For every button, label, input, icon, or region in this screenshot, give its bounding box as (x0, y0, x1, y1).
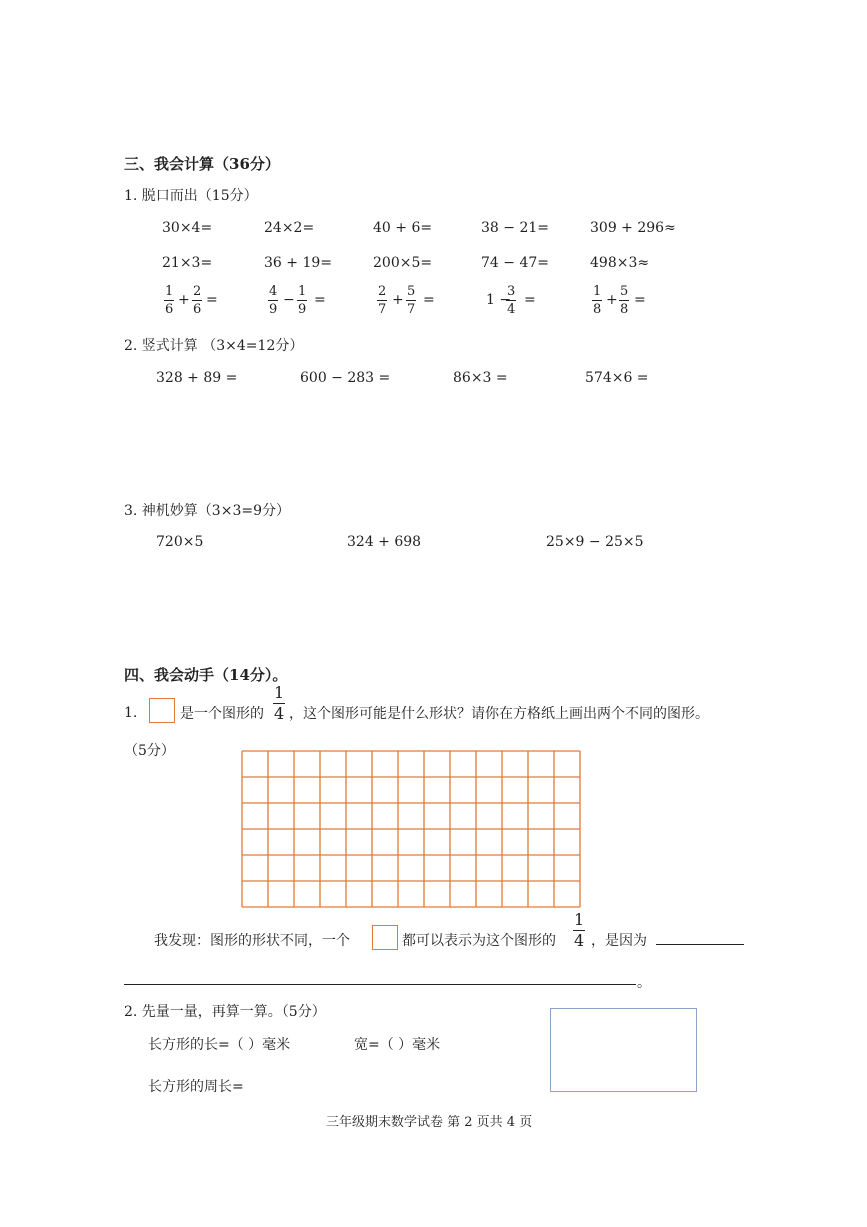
measure-rectangle (550, 1008, 697, 1092)
operator: + (178, 292, 190, 308)
equals: = (634, 292, 646, 308)
width-label: 宽=（ ）毫米 (354, 1037, 441, 1053)
q4-1-score: （5分） (124, 743, 175, 759)
oral-item: 309 + 296≈ (590, 220, 676, 236)
perimeter-label: 长方形的周长= (148, 1079, 244, 1095)
fraction: 2 7 (378, 284, 387, 317)
answer-square (149, 698, 175, 723)
length-label: 长方形的长=（ ）毫米 (148, 1037, 291, 1053)
equals: = (524, 292, 536, 308)
equals: = (206, 292, 218, 308)
page-footer: 三年级期末数学试卷 第 2 页共 4 页 (326, 1115, 533, 1130)
clever-calc-item: 720×5 (156, 534, 204, 550)
discover-text-mid: 都可以表示为这个图形的 (402, 933, 556, 949)
q2-title: 2. 竖式计算 （3×4=12分） (124, 338, 304, 354)
vertical-calc-item: 600 − 283 = (300, 370, 391, 386)
vertical-calc-item: 574×6 = (585, 370, 649, 386)
answer-line[interactable] (656, 944, 744, 945)
fraction: 3 4 (507, 284, 516, 317)
q4-1-text-after: ，这个图形可能是什么形状？请你在方格纸上画出两个不同的图形。 (289, 706, 709, 722)
operator: − (283, 292, 295, 308)
answer-square (372, 925, 398, 950)
fraction: 1 4 (274, 683, 285, 723)
oral-item: 498×3≈ (590, 255, 650, 271)
vertical-calc-item: 328 + 89 = (156, 370, 238, 386)
q4-1-text-before: 是一个图形的 (180, 706, 264, 722)
q4-1-number: 1. (124, 705, 138, 721)
fraction: 1 4 (574, 910, 585, 950)
vertical-calc-item: 86×3 = (453, 370, 508, 386)
equals: = (423, 292, 435, 308)
whole-number: 1 − (486, 292, 512, 308)
oral-item: 36 + 19= (264, 255, 332, 271)
section3-title: 三、我会计算（36分） (124, 155, 280, 173)
period: 。 (637, 975, 651, 991)
q3-title: 3. 神机妙算（3×3=9分） (124, 503, 290, 519)
equals: = (314, 292, 326, 308)
oral-item: 24×2= (264, 220, 315, 236)
fraction: 1 9 (298, 284, 307, 317)
clever-calc-item: 324 + 698 (347, 534, 422, 550)
fraction: 2 6 (193, 284, 202, 317)
oral-item: 200×5= (373, 255, 433, 271)
oral-item: 74 − 47= (481, 255, 549, 271)
fraction: 1 8 (593, 284, 602, 317)
fraction: 5 8 (620, 284, 629, 317)
oral-item: 40 + 6= (373, 220, 433, 236)
fraction: 5 7 (407, 284, 416, 317)
clever-calc-item: 25×9 − 25×5 (546, 534, 644, 550)
discover-text-before: 我发现：图形的形状不同，一个 (154, 933, 350, 949)
q4-2-title: 2. 先量一量，再算一算。（5分） (124, 1004, 326, 1020)
operator: + (392, 292, 404, 308)
oral-item: 38 − 21= (481, 220, 549, 236)
fraction: 4 9 (269, 284, 278, 317)
section4-title: 四、我会动手（14分）。 (124, 666, 288, 684)
oral-item: 21×3= (162, 255, 213, 271)
q1-title: 1. 脱口而出（15分） (124, 188, 258, 204)
oral-item: 30×4= (162, 220, 213, 236)
operator: + (606, 292, 618, 308)
discover-text-after: ，是因为 (591, 933, 647, 949)
grid-paper[interactable] (241, 750, 581, 908)
answer-line[interactable] (124, 984, 636, 985)
fraction: 1 6 (165, 284, 174, 317)
